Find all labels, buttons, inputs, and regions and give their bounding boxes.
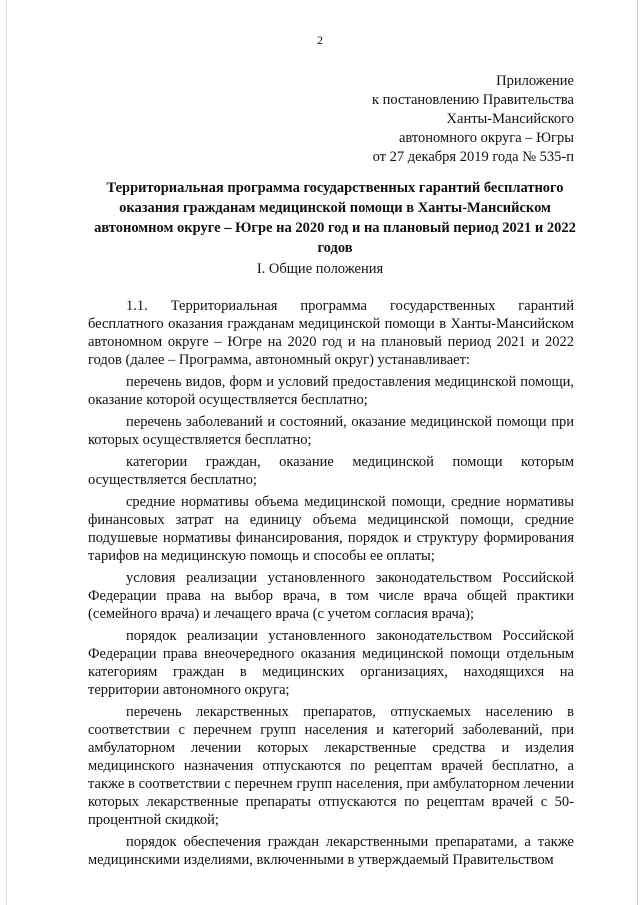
appendix-line: Ханты-Мансийского: [446, 111, 574, 127]
scan-edge-left: [6, 0, 7, 905]
paragraph: условия реализации установленного законодательством Российской Федерации права на выбор врача, в том числе врача общей практики (семейного врача) и лечащего врача (с учетом согласия врача);: [88, 570, 574, 622]
page-number: 2: [317, 33, 323, 47]
paragraph: средние нормативы объема медицинской помощи, средние нормативы финансовых затрат на единицу объема медицинской помощи, средние подушевые нормативы финансирования, порядок и структуру формирования тарифов на медицинскую помощь и способы ее оплаты;: [88, 494, 574, 564]
appendix-line: от 27 декабря 2019 года № 535-п: [372, 149, 574, 165]
document-title: Территориальная программа государственных гарантий бесплатного оказания гражданам медицинской помощи в Ханты-Мансийском автономном округе – Югре на 2020 год и на плановый период 2021 и 2022 годов: [94, 180, 576, 256]
section-heading: I. Общие положения: [256, 261, 384, 277]
appendix-line: Приложение: [496, 73, 574, 89]
appendix-line: автономного округа – Югры: [398, 130, 574, 146]
paragraph: категории граждан, оказание медицинской помощи которым осуществляется бесплатно;: [88, 454, 574, 488]
appendix-block: [372, 72, 574, 167]
paragraph: перечень заболеваний и состояний, оказание медицинской помощи при которых осуществляется бесплатно;: [88, 414, 574, 448]
paragraph: порядок реализации установленного законодательством Российской Федерации права внеочередного оказания медицинской помощи отдельным категориям граждан в медицинских организациях, находящихся на территории автономного округа;: [88, 628, 574, 698]
paragraph: перечень лекарственных препаратов, отпускаемых населению в соответствии с перечнем групп населения и категорий заболеваний, при амбулаторном лечении которых лекарственные средства и изделия медицинского назначения отпускаются по рецептам врачей бесплатно, а также в соответствии с перечнем групп населения, при амбулаторном лечении которых лекарственные препараты отпускаются по рецептам врачей с 50-процентной скидкой;: [88, 704, 574, 828]
paragraph: 1.1. Территориальная программа государственных гарантий бесплатного оказания гражданам медицинской помощи в Ханты-Мансийском автономном округе – Югре на 2020 год и на плановый период 2021 и 2022 годов (далее – Программа, автономный округ) устанавливает:: [88, 298, 574, 368]
paragraph: перечень видов, форм и условий предоставления медицинской помощи, оказание которой осуществляется бесплатно;: [88, 374, 574, 408]
document-body: [88, 297, 574, 873]
scan-edge-right: [637, 0, 638, 905]
appendix-line: к постановлению Правительства: [372, 92, 574, 108]
paragraph: порядок обеспечения граждан лекарственными препаратами, а также медицинскими изделиями, включенными в утверждаемый Правительством: [88, 834, 574, 868]
